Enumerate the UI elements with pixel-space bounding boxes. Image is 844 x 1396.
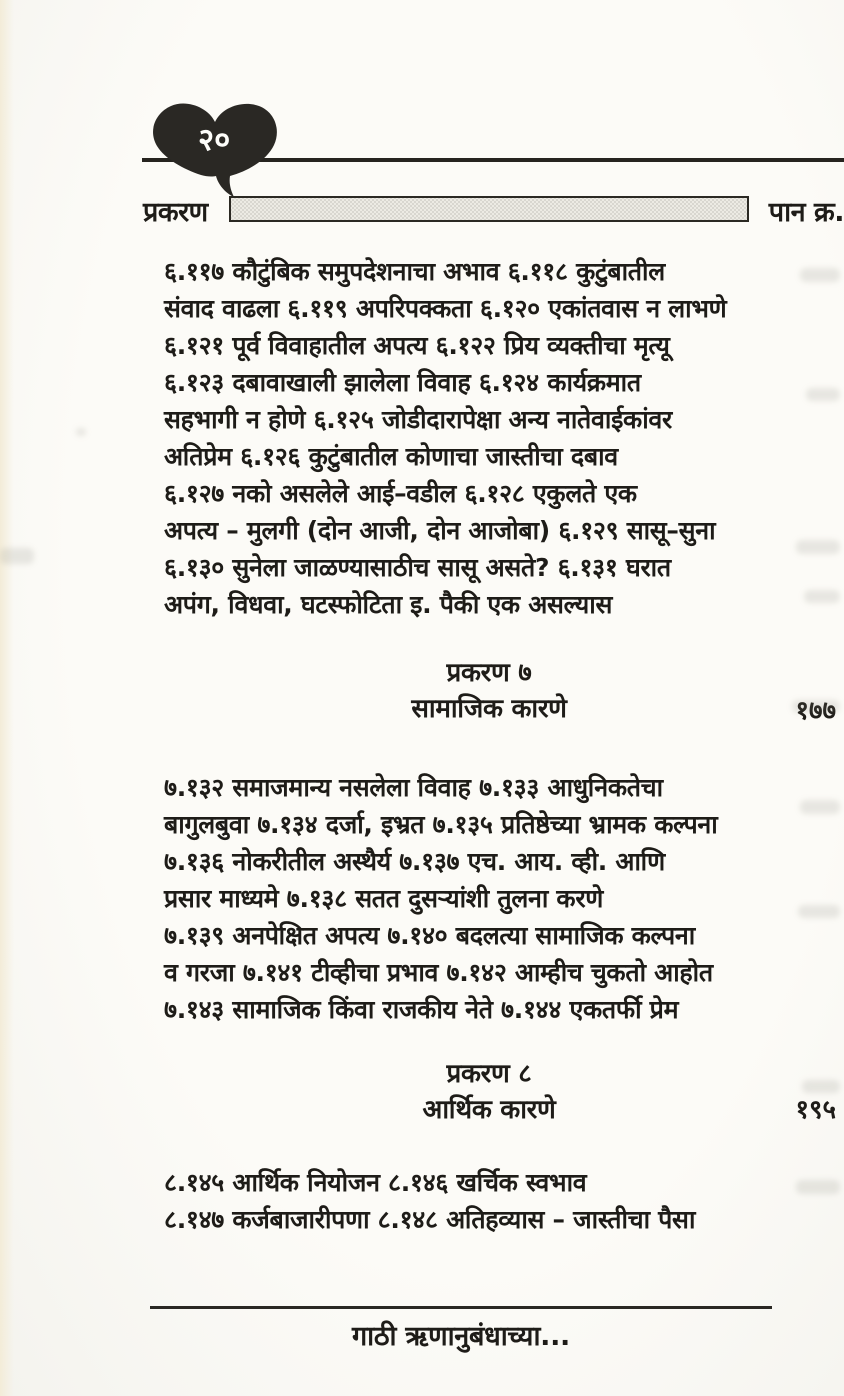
showthrough-smudge [798, 905, 840, 918]
toc-line: संवाद वाढला ६.११९ अपरिपक्कता ६.१२० एकांतवास न लाभणे [164, 294, 727, 323]
footer-book-title: गाठी ऋणानुबंधाच्या... [351, 1321, 571, 1352]
header-divider-bar [229, 196, 749, 222]
chapter7-page-number: १७७ [795, 696, 836, 726]
chapter8-heading: प्रकरण ८ [446, 1059, 532, 1089]
toc-line: ८.१४७ कर्जबाजारीपणा ८.१४८ अतिहव्यास – जास्तीचा पैसा [164, 1205, 696, 1234]
toc-line: ६.११७ कौटुंबिक समुपदेशनाचा अभाव ६.११८ कुटुंबातील [164, 257, 665, 286]
toc-line: ७.१४३ सामाजिक किंवा राजकीय नेते ७.१४४ एकतर्फी प्रेम [164, 995, 679, 1024]
toc-line: अपंग, विधवा, घटस्फोटिता इ. पैकी एक असल्यास [164, 590, 613, 619]
toc-line: ६.१२१ पूर्व विवाहातील अपत्य ६.१२२ प्रिय व्यक्तीचा मृत्यू [164, 331, 670, 360]
chapter7-title: सामाजिक कारणे [411, 694, 567, 724]
toc-line: ८.१४५ आर्थिक नियोजन ८.१४६ खर्चिक स्वभाव [164, 1168, 587, 1197]
toc-line: ७.१३२ समाजमान्य नसलेला विवाह ७.१३३ आधुनिकतेचा [164, 773, 663, 802]
toc-line: प्रसार माध्यमे ७.१३८ सतत दुसऱ्यांशी तुलना करणे [164, 884, 604, 913]
showthrough-smudge [802, 1080, 840, 1093]
heart-page-badge [146, 98, 286, 203]
toc-line: ६.१३० सुनेला जाळण्यासाठीच सासू असते? ६.१३१ घरात [164, 553, 671, 582]
chapter7-heading: प्रकरण ७ [446, 658, 532, 688]
corner-page-number: २० [198, 122, 231, 158]
header-chapter-label: प्रकरण [143, 197, 208, 228]
heart-icon [146, 98, 286, 203]
header-pageno-label: पान क्र. [768, 197, 844, 228]
showthrough-smudge [792, 700, 840, 713]
showthrough-smudge [800, 800, 840, 814]
chapter7-items-paragraph [164, 769, 814, 1028]
chapter8-page-number: १९५ [795, 1095, 836, 1125]
showthrough-smudge [800, 268, 840, 282]
footer-rule [150, 1306, 772, 1309]
showthrough-smudge [806, 388, 840, 401]
showthrough-smudge [76, 428, 86, 436]
chapter8-title: आर्थिक कारणे [422, 1095, 556, 1125]
chapter6-items-paragraph [164, 253, 814, 623]
toc-line: अपत्य – मुलगी (दोन आजी, दोन आजोबा) ६.१२९ सासू–सुना [164, 516, 716, 545]
toc-line: बागुलबुवा ७.१३४ दर्जा, इभ्रत ७.१३५ प्रतिष्ठेच्या भ्रामक कल्पना [164, 810, 718, 839]
toc-line: अतिप्रेम ६.१२६ कुटुंबातील कोणाचा जास्तीचा दबाव [164, 442, 618, 471]
showthrough-smudge [804, 590, 840, 603]
toc-line: ७.१३६ नोकरीतील अस्थैर्य ७.१३७ एच. आय. व्ही. आणि [164, 847, 665, 876]
toc-line: व गरजा ७.१४१ टीव्हीचा प्रभाव ७.१४२ आम्हीच चुकतो आहोत [164, 958, 713, 987]
showthrough-smudge [796, 540, 840, 554]
showthrough-smudge [0, 548, 34, 564]
toc-line: सहभागी न होणे ६.१२५ जोडीदारापेक्षा अन्य नातेवाईकांवर [164, 405, 672, 434]
toc-line: ६.१२३ दबावाखाली झालेला विवाह ६.१२४ कार्यक्रमात [164, 368, 641, 397]
showthrough-smudge [796, 1180, 840, 1194]
toc-line: ६.१२७ नको असलेले आई–वडील ६.१२८ एकुलते एक [164, 479, 637, 508]
toc-line: ७.१३९ अनपेक्षित अपत्य ७.१४० बदलत्या सामाजिक कल्पना [164, 921, 695, 950]
chapter8-items-paragraph [164, 1164, 814, 1238]
toc-header-row [143, 192, 844, 228]
